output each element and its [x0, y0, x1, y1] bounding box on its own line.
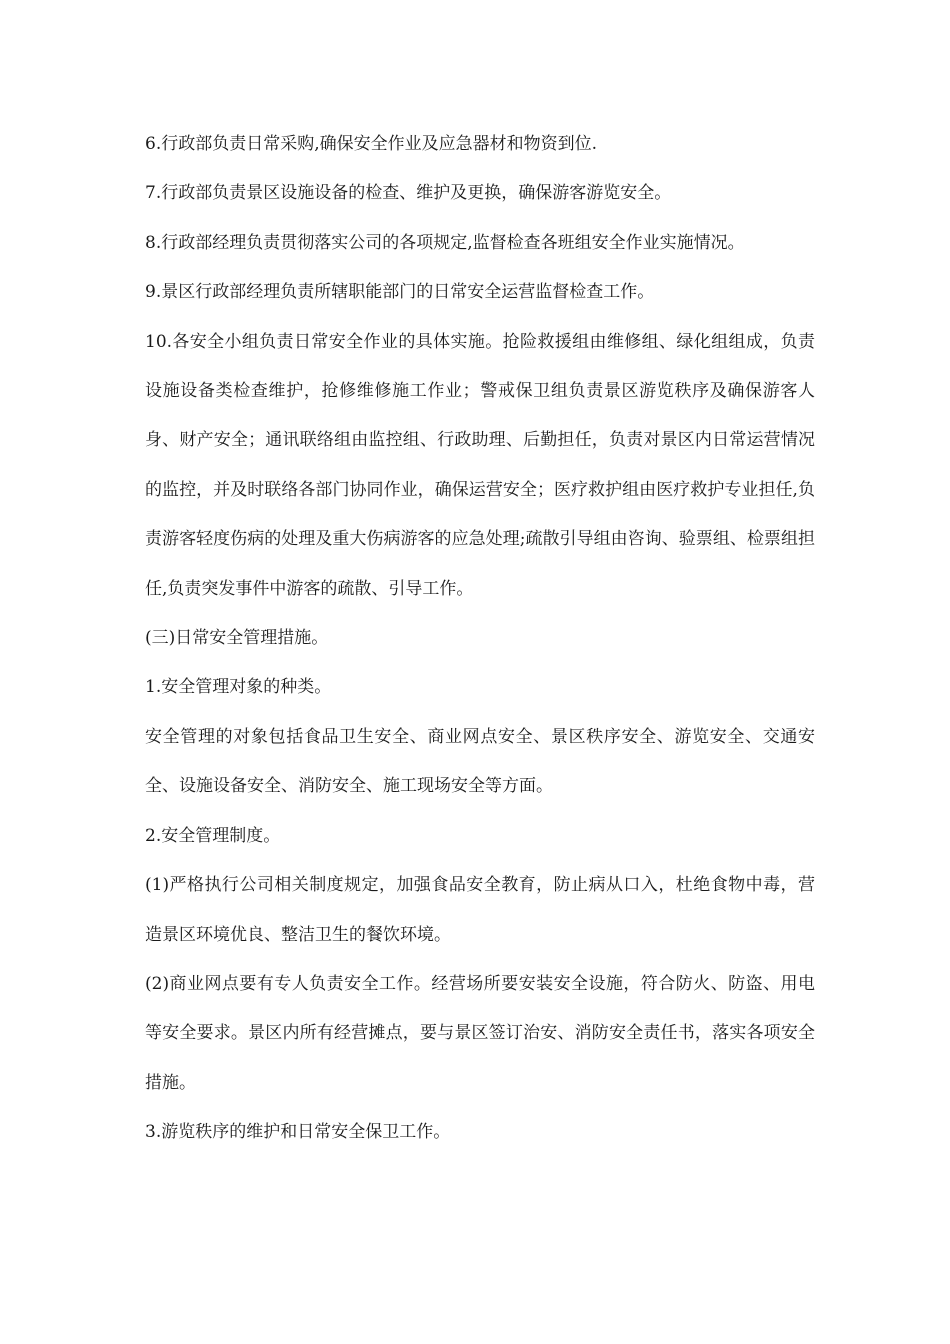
- paragraph-item-6: 6.行政部负责日常采购,确保安全作业及应急器材和物资到位.: [145, 134, 598, 154]
- paragraph-safety-objects: 安全管理的对象包括食品卫生安全、商业网点安全、景区秩序安全、游览安全、交通安全、设施设备安全、消防安全、施工现场安全等方面。: [145, 726, 815, 797]
- paragraph-item-food-safety: (1)严格执行公司相关制度规定，加强食品安全教育，防止病从口入，杜绝食物中毒，营造景区环境优良、整洁卫生的餐饮环境。: [145, 875, 815, 945]
- paragraph-item-8: 8.行政部经理负责贯彻落实公司的各项规定,监督检查各班组安全作业实施情况。: [145, 232, 745, 253]
- paragraph-item-10: 10.各安全小组负责日常安全作业的具体实施。抢险救援组由维修组、绿化组组成，负责设施设备类检查维护，抢修维修施工作业；警戒保卫组负责景区游览秩序及确保游客人身、财产安全；通讯联络组由监控组、行政助理、后勤担任，负责对景区内日常运营情况的监控，并及时联络各部门协同作业，确保运营安全；医疗救护组由医疗救护专业担任,负责游客轻度伤病的处理及重大伤病游客的应急处理;疏散引导组由咨询、验票组、检票组担任,负责突发事件中游客的疏散、引导工作。: [145, 331, 815, 599]
- paragraph-item-commercial-safety: (2)商业网点要有专人负责安全工作。经营场所要安装安全设施，符合防火、防盗、用电等安全要求。景区内所有经营摊点，要与景区签订治安、消防安全责任书，落实各项安全措施。: [145, 973, 815, 1093]
- subheading-safety-object-types: 1.安全管理对象的种类。: [145, 677, 332, 698]
- subheading-safety-system: 2.安全管理制度。: [145, 825, 281, 846]
- document-body: [145, 120, 815, 1158]
- paragraph-item-9: 9.景区行政部经理负责所辖职能部门的日常安全运营监督检查工作。: [145, 282, 655, 303]
- section-heading-daily-safety-measures: (三)日常安全管理措施。: [145, 628, 329, 649]
- paragraph-item-7: 7.行政部负责景区设施设备的检查、维护及更换，确保游客游览安全。: [145, 183, 672, 204]
- subheading-order-maintenance: 3.游览秩序的维护和日常安全保卫工作。: [145, 1122, 451, 1143]
